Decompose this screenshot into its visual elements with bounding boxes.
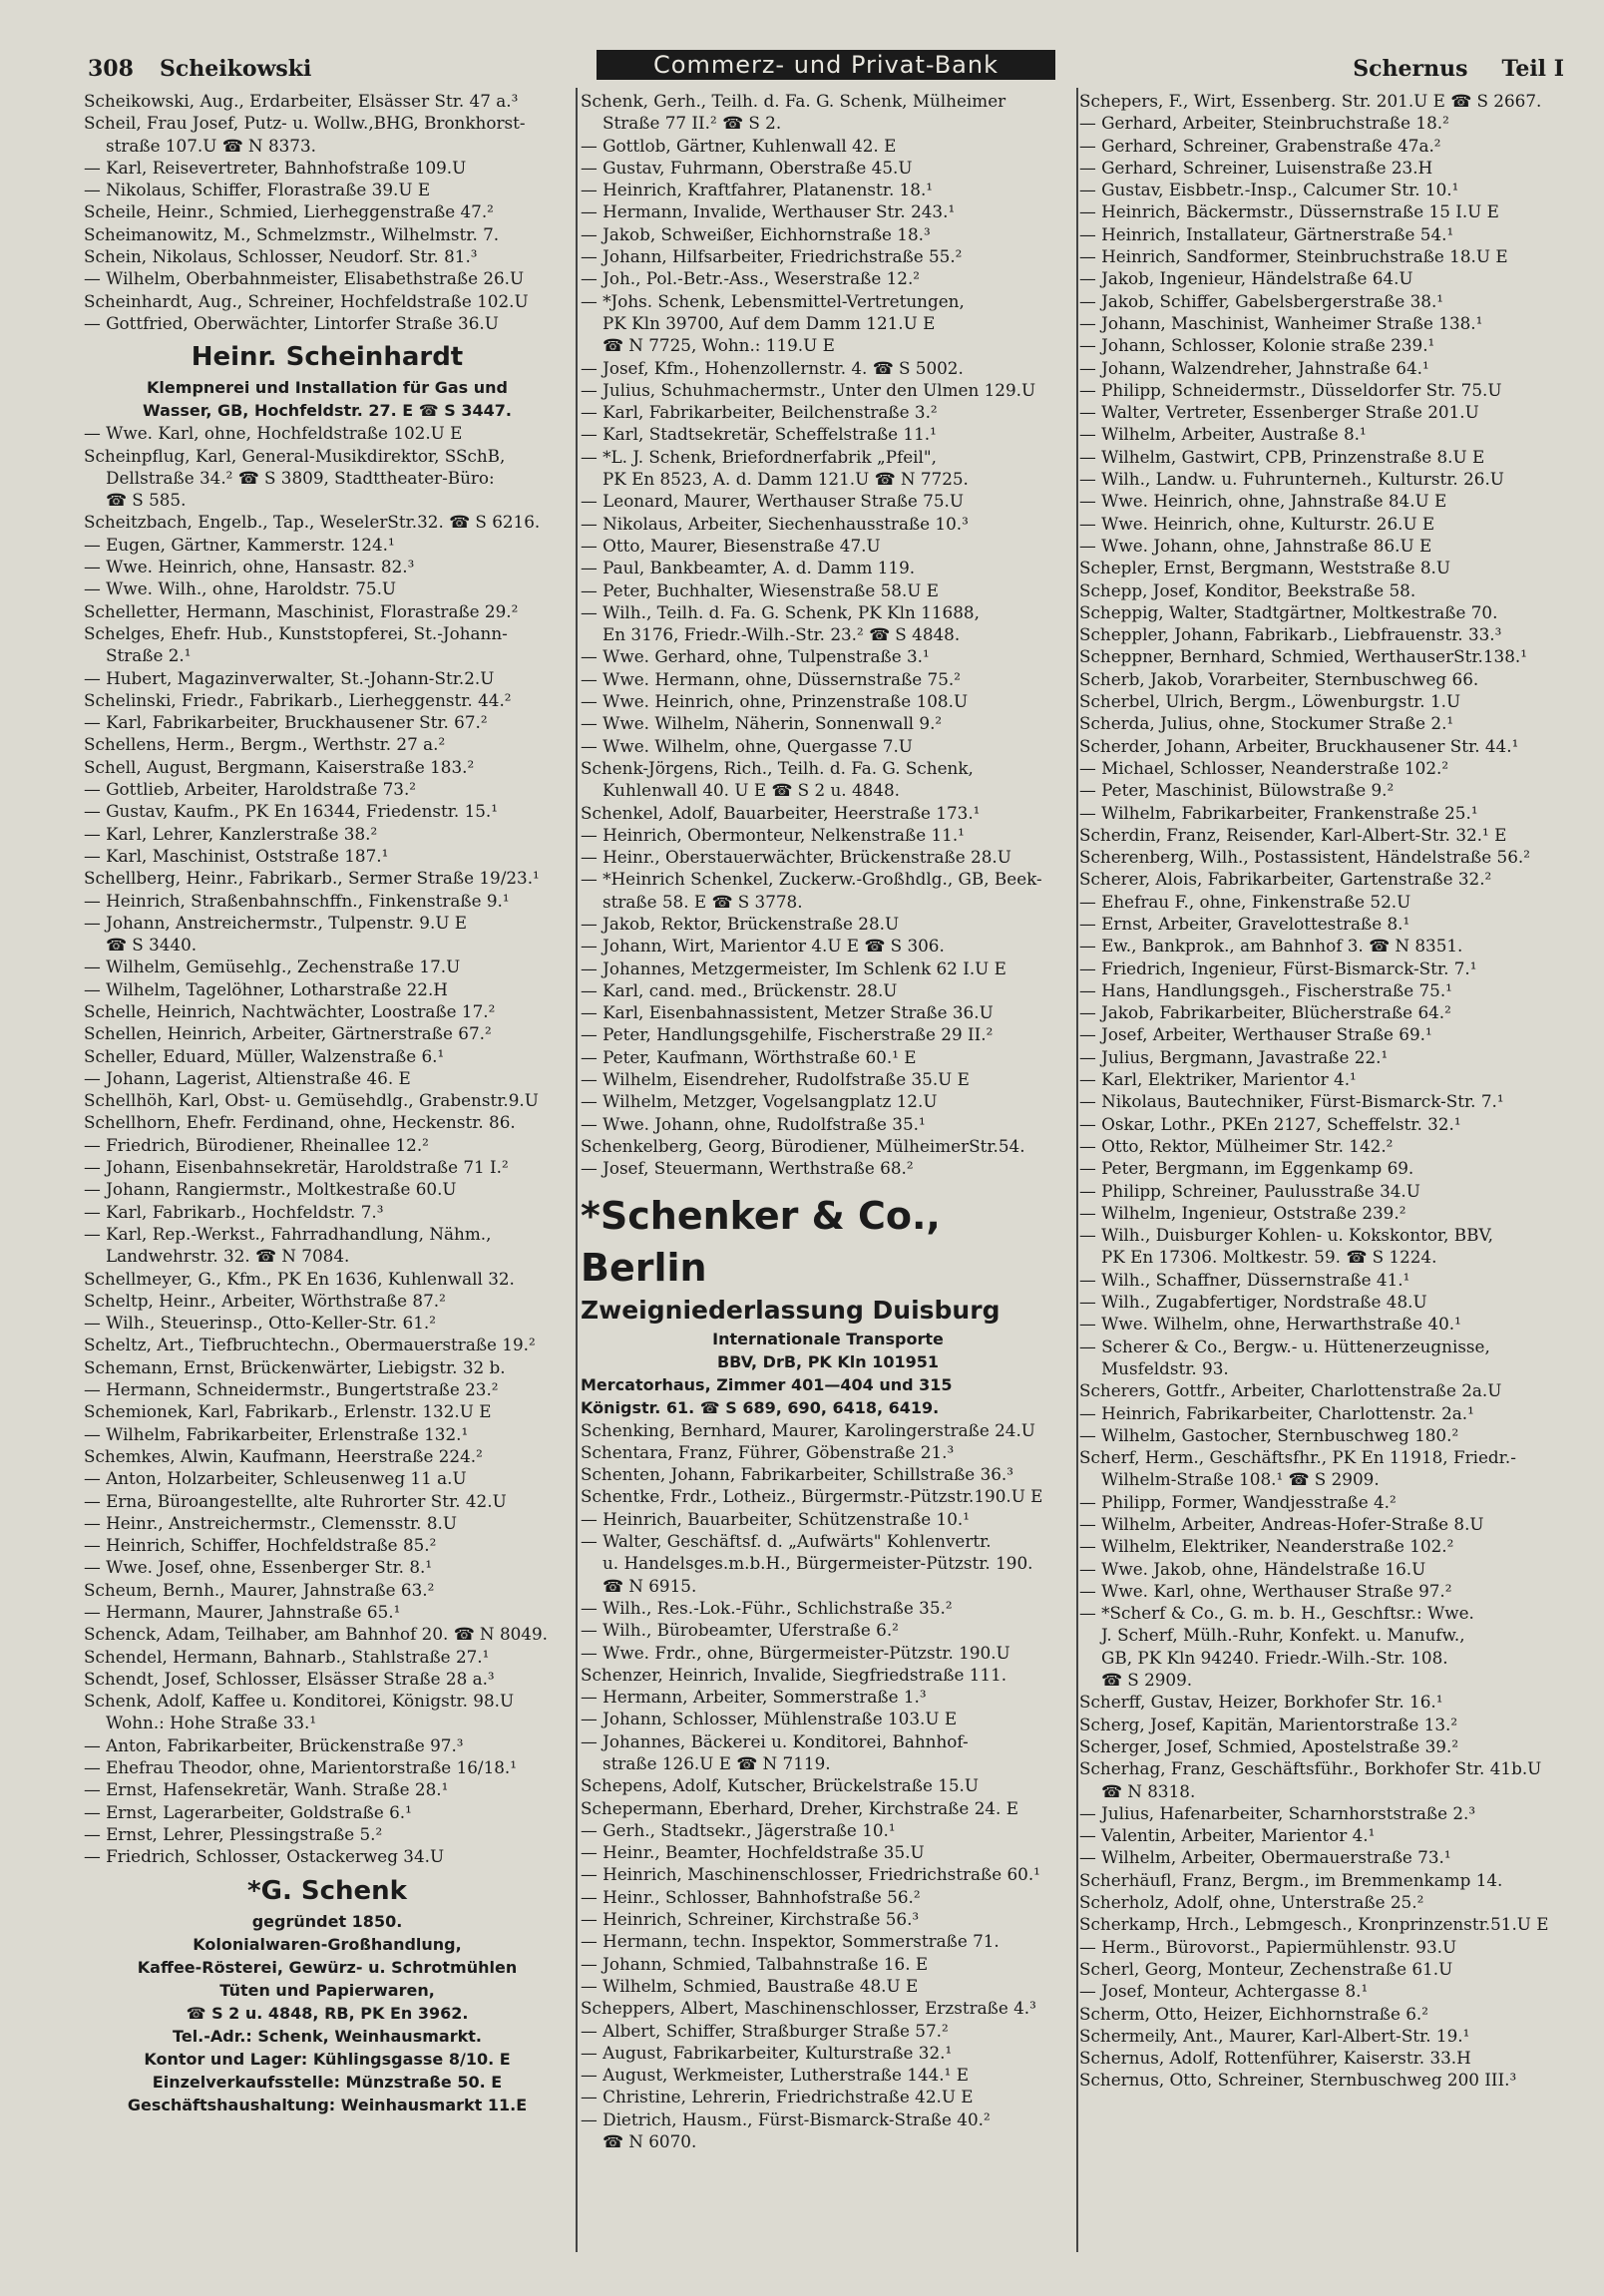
directory-entry: — Nikolaus, Bautechniker, Fürst-Bismarck-Str. 7.¹: [1079, 1091, 1504, 1112]
directory-entry: Scherm, Otto, Heizer, Eichhornstraße 6.²: [1079, 2003, 1428, 2024]
directory-entry: — Erna, Büroangestellte, alte Ruhrorter Str. 42.U: [84, 1490, 507, 1511]
directory-entry: — Karl, Reisevertreter, Bahnhofstraße 109.U: [84, 157, 467, 178]
directory-entry: Scherhag, Franz, Geschäftsführ., Borkhofer Str. 41b.U: [1079, 1758, 1542, 1779]
directory-entry: Scheimanowitz, M., Schmelzmstr., Wilhelmstr. 7.: [84, 223, 500, 244]
directory-entry: — Wilhelm, Oberbahnmeister, Elisabethstraße 26.U: [84, 268, 525, 289]
directory-entry: — Ernst, Lagerarbeiter, Goldstraße 6.¹: [84, 1801, 412, 1822]
directory-entry: — Wwe. Heinrich, ohne, Prinzenstraße 108.U: [581, 691, 969, 712]
directory-entry: — Wwe. Johann, ohne, Jahnstraße 86.U E: [1079, 535, 1432, 556]
directory-entry: — Leonard, Maurer, Werthauser Straße 75.U: [581, 491, 965, 512]
directory-entry: — Josef, Steuermann, Werthstraße 68.²: [581, 1158, 914, 1179]
directory-entry: — Jakob, Rektor, Brückenstraße 28.U: [581, 913, 900, 934]
directory-entry: Schenzer, Heinrich, Invalide, Siegfriedstraße 111.: [581, 1664, 1007, 1685]
ad-line: Königstr. 61. ☎ S 689, 690, 6418, 6419.: [581, 1397, 940, 1417]
directory-entry: — Walter, Geschäftsf. d. „Aufwärts" Kohlenvertr.: [581, 1531, 992, 1552]
directory-entry: — Heinrich, Fabrikarbeiter, Charlottenstr. 2a.¹: [1079, 1402, 1474, 1423]
directory-entry: Schernus, Otto, Schreiner, Sternbuschweg 200 III.³: [1079, 2070, 1517, 2091]
directory-entry: Schenck, Adam, Teilhaber, am Bahnhof 20. ☎ N 8049.: [84, 1624, 548, 1645]
directory-entry: — Wwe. Heinrich, ohne, Hansastr. 82.³: [84, 557, 415, 577]
directory-entry: ☎ N 8318.: [1101, 1780, 1196, 1801]
directory-entry: — Jakob, Ingenieur, Händelstraße 64.U: [1079, 268, 1413, 289]
directory-entry: — Wwe. Gerhard, ohne, Tulpenstraße 3.¹: [581, 646, 930, 667]
directory-entry: — Jakob, Schweißer, Eichhornstraße 18.³: [581, 223, 931, 244]
directory-entry: — Wilhelm, Metzger, Vogelsangplatz 12.U: [581, 1091, 938, 1112]
directory-entry: — Heinrich, Bauarbeiter, Schützenstraße 10.¹: [581, 1508, 970, 1529]
ad-line: Einzelverkaufsstelle: Münzstraße 50. E: [152, 2072, 503, 2092]
ad-line: BBV, DrB, PK Kln 101951: [716, 1351, 940, 1371]
directory-entry: Musfeldstr. 93.: [1101, 1357, 1229, 1378]
directory-entry: Straße 77 II.² ☎ S 2.: [602, 113, 782, 134]
directory-entry: — August, Fabrikarbeiter, Kulturstraße 32.¹: [581, 2042, 953, 2063]
directory-entry: — Wwe. Heinrich, ohne, Jahnstraße 84.U E: [1079, 491, 1447, 512]
directory-entry: Scheltz, Art., Tiefbruchtechn., Obermauerstraße 19.²: [84, 1335, 536, 1355]
directory-entry: straße 107.U ☎ N 8373.: [106, 135, 316, 156]
directory-entry: Schentke, Frdr., Lotheiz., Bürgermstr.-Pützstr.190.U E: [581, 1486, 1043, 1507]
directory-entry: — Wilhelm, Arbeiter, Andreas-Hofer-Straße 8.U: [1079, 1514, 1484, 1534]
directory-entry: ☎ N 7725, Wohn.: 119.U E: [602, 335, 835, 356]
ad-line: Geschäftshaushaltung: Weinhausmarkt 11.E: [127, 2095, 528, 2114]
directory-entry: — Otto, Rektor, Mülheimer Str. 142.²: [1079, 1135, 1394, 1156]
directory-entry: Schenkel, Adolf, Bauarbeiter, Heerstraße 173.¹: [581, 802, 981, 823]
directory-entry: Scherff, Gustav, Heizer, Borkhofer Str. 16.¹: [1079, 1692, 1443, 1713]
directory-entry: ☎ N 6915.: [602, 1575, 697, 1596]
column-divider: [1076, 88, 1078, 2252]
directory-entry: Schellen, Heinrich, Arbeiter, Gärtnerstraße 67.²: [84, 1023, 492, 1044]
directory-entry: Schenkelberg, Georg, Bürodiener, MülheimerStr.54.: [581, 1135, 1025, 1156]
directory-entry: Dellstraße 34.² ☎ S 3809, Stadttheater-Büro:: [106, 467, 495, 488]
directory-entry: — Wilhelm, Fabrikarbeiter, Erlenstraße 132.¹: [84, 1423, 469, 1444]
column-2: [581, 90, 1075, 2284]
page-number: 308: [88, 56, 134, 82]
directory-entry: — Gustav, Kaufm., PK En 16344, Friedenstr. 15.¹: [84, 801, 498, 822]
directory-entry: — Heinrich, Kraftfahrer, Platanenstr. 18.¹: [581, 180, 934, 200]
directory-entry: — Wilhelm, Elektriker, Neanderstraße 102.²: [1079, 1536, 1454, 1557]
directory-entry: Schernus, Adolf, Rottenführer, Kaiserstr. 33.H: [1079, 2048, 1471, 2069]
directory-entry: — Gustav, Fuhrmann, Oberstraße 45.U: [581, 157, 913, 178]
directory-entry: — *Scherf & Co., G. m. b. H., Geschftsr.: Wwe.: [1079, 1603, 1474, 1624]
directory-entry: u. Handelsges.m.b.H., Bürgermeister-Pützstr. 190.: [602, 1553, 1033, 1574]
directory-entry: — Gottlob, Gärtner, Kuhlenwall 42. E: [581, 135, 897, 156]
directory-entry: — Johann, Eisenbahnsekretär, Haroldstraße 71 I.²: [84, 1157, 509, 1178]
directory-entry: Scheikowski, Aug., Erdarbeiter, Elsässer Str. 47 a.³: [84, 91, 519, 111]
directory-entry: Scheum, Bernh., Maurer, Jahnstraße 63.²: [84, 1579, 435, 1600]
directory-entry: — Anton, Holzarbeiter, Schleusenweg 11 a.U: [84, 1468, 467, 1489]
ad-line: Kontor und Lager: Kühlingsgasse 8/10. E: [144, 2049, 511, 2069]
directory-entry: Scherder, Johann, Arbeiter, Bruckhausener Str. 44.¹: [1079, 735, 1519, 756]
directory-entry: — Ernst, Lehrer, Plessingstraße 5.²: [84, 1823, 383, 1844]
directory-entry: — Wilhelm, Gemüsehlg., Zechenstraße 17.U: [84, 957, 461, 977]
directory-entry: Schemann, Ernst, Brückenwärter, Liebigstr. 32 b.: [84, 1356, 506, 1377]
ad-line: Tel.-Adr.: Schenk, Weinhausmarkt.: [173, 2026, 482, 2046]
directory-entry: ☎ S 3440.: [106, 935, 198, 956]
directory-entry: — Dietrich, Hausm., Fürst-Bismarck-Straße 40.²: [581, 2108, 991, 2129]
directory-entry: Scherb, Jakob, Vorarbeiter, Sternbuschweg 66.: [1079, 668, 1479, 689]
directory-entry: PK En 8523, A. d. Damm 121.U ☎ N 7725.: [602, 469, 969, 490]
directory-entry: — Hermann, Schneidermstr., Bungertstraße 23.²: [84, 1379, 499, 1400]
directory-entry: — Johann, Walzendreher, Jahnstraße 64.¹: [1079, 357, 1429, 378]
directory-entry: — Gerh., Stadtsekr., Jägerstraße 10.¹: [581, 1819, 896, 1840]
directory-entry: — Wwe. Wilhelm, ohne, Quergasse 7.U: [581, 735, 913, 756]
directory-entry: ☎ S 2909.: [1101, 1670, 1193, 1691]
directory-entry: — Hermann, Maurer, Jahnstraße 65.¹: [84, 1602, 401, 1622]
directory-entry: — Nikolaus, Arbeiter, Siechenhausstraße 10.³: [581, 513, 969, 534]
directory-entry: Kuhlenwall 40. U E ☎ S 2 u. 4848.: [602, 780, 901, 801]
directory-entry: — Josef, Kfm., Hohenzollernstr. 4. ☎ S 5002.: [581, 357, 964, 378]
directory-entry: — Gustav, Eisbbetr.-Insp., Calcumer Str. 10.¹: [1079, 180, 1459, 200]
directory-entry: straße 58. E ☎ S 3778.: [602, 891, 803, 912]
directory-entry: — Wilhelm, Gastocher, Sternbuschweg 180.²: [1079, 1424, 1459, 1445]
directory-entry: — August, Werkmeister, Lutherstraße 144.¹ E: [581, 2065, 969, 2086]
directory-entry: — Karl, Maschinist, Oststraße 187.¹: [84, 845, 389, 866]
directory-entry: — Wilhelm, Eisendreher, Rudolfstraße 35.U E: [581, 1069, 970, 1090]
directory-entry: — Wilhelm, Ingenieur, Oststraße 239.²: [1079, 1202, 1406, 1223]
directory-entry: — Peter, Handlungsgehilfe, Fischerstraße 29 II.²: [581, 1024, 994, 1045]
directory-entry: — Walter, Vertreter, Essenberger Straße 201.U: [1079, 402, 1479, 423]
directory-entry: — Herm., Bürovorst., Papiermühlenstr. 93.U: [1079, 1936, 1457, 1957]
directory-entry: Schenten, Johann, Fabrikarbeiter, Schillstraße 36.³: [581, 1464, 1013, 1485]
directory-entry: — Heinrich, Schiffer, Hochfeldstraße 85.²: [84, 1535, 437, 1556]
directory-entry: Schentara, Franz, Führer, Göbenstraße 21.³: [581, 1441, 955, 1462]
directory-entry: — Johann, Schlosser, Kolonie straße 239.¹: [1079, 335, 1435, 356]
directory-entry: Scheinpflug, Karl, General-Musikdirektor, SSchB,: [84, 445, 506, 466]
directory-entry: — Heinr., Beamter, Hochfeldstraße 35.U: [581, 1842, 925, 1863]
bank-banner: Commerz- und Privat-Bank: [597, 50, 1055, 80]
directory-entry: — Wilhelm, Arbeiter, Austraße 8.¹: [1079, 424, 1367, 445]
directory-entry: Wilhelm-Straße 108.¹ ☎ S 2909.: [1101, 1469, 1380, 1490]
ad-line: Kolonialwaren-Großhandlung,: [193, 1934, 462, 1954]
directory-entry: — Julius, Bergmann, Javastraße 22.¹: [1079, 1046, 1389, 1067]
directory-entry: Scherbel, Ulrich, Bergm., Löwenburgstr. 1.U: [1079, 691, 1461, 712]
directory-entry: Scherkamp, Hrch., Lebmgesch., Kronprinzenstr.51.U E: [1079, 1914, 1549, 1935]
directory-entry: — Karl, Lehrer, Kanzlerstraße 38.²: [84, 823, 378, 844]
directory-entry: — Wwe. Karl, ohne, Werthauser Straße 97.²: [1079, 1580, 1452, 1601]
directory-entry: — Peter, Kaufmann, Wörthstraße 60.¹ E: [581, 1046, 917, 1067]
directory-entry: — Johann, Schmied, Talbahnstraße 16. E: [581, 1953, 929, 1974]
directory-entry: — Philipp, Schreiner, Paulusstraße 34.U: [1079, 1180, 1420, 1201]
directory-entry: Scheppner, Bernhard, Schmied, WerthauserStr.138.¹: [1079, 646, 1527, 667]
directory-entry: — Eugen, Gärtner, Kammerstr. 124.¹: [84, 534, 395, 555]
directory-entry: — Heinrich, Schreiner, Kirchstraße 56.³: [581, 1909, 920, 1930]
directory-entry: — Friedrich, Bürodiener, Rheinallee 12.²: [84, 1134, 429, 1155]
directory-entry: — Ernst, Hafensekretär, Wanh. Straße 28.¹: [84, 1779, 449, 1800]
right-keyword: Schernus: [1353, 56, 1468, 82]
ad-headline: *Schenker & Co., Berlin: [581, 1193, 941, 1290]
ad-line: Kaffee-Rösterei, Gewürz- u. Schrotmühlen: [137, 1957, 518, 1977]
directory-entry: — Jakob, Schiffer, Gabelsbergerstraße 38.¹: [1079, 290, 1444, 311]
directory-entry: Schendel, Hermann, Bahnarb., Stahlstraße 27.¹: [84, 1646, 490, 1667]
directory-entry: — Karl, cand. med., Brückenstr. 28.U: [581, 979, 898, 1000]
directory-entry: — Hermann, Invalide, Werthauser Str. 243.¹: [581, 201, 956, 222]
directory-entry: Scheppig, Walter, Stadtgärtner, Moltkestraße 70.: [1079, 601, 1498, 622]
directory-entry: Schermeily, Ant., Maurer, Karl-Albert-Str. 19.¹: [1079, 2025, 1470, 2046]
ad-title: Heinr. Scheinhardt: [191, 342, 464, 373]
directory-entry: — Johann, Maschinist, Wanheimer Straße 138.¹: [1079, 312, 1483, 333]
directory-entry: — Wwe. Josef, ohne, Essenberger Str. 8.¹: [84, 1557, 433, 1578]
directory-entry: Scheil, Frau Josef, Putz- u. Wollw.,BHG, Bronkhorst-: [84, 113, 526, 134]
directory-entry: — Karl, Fabrikarbeiter, Beilchenstraße 3.²: [581, 402, 938, 423]
ad-line: ☎ S 2 u. 4848, RB, PK En 3962.: [186, 2003, 469, 2023]
column-divider: [576, 88, 578, 2252]
directory-entry: — Wilh., Res.-Lok.-Führ., Schlichstraße 35.²: [581, 1597, 953, 1618]
ad-line: Tüten und Papierwaren,: [219, 1980, 435, 2000]
directory-entry: Schellens, Herm., Bergm., Werthstr. 27 a.²: [84, 734, 446, 755]
directory-entry: Scherer, Alois, Fabrikarbeiter, Gartenstraße 32.²: [1079, 869, 1492, 890]
directory-entry: Scheile, Heinr., Schmied, Lierheggenstraße 47.²: [84, 201, 494, 222]
directory-entry: — Johann, Hilfsarbeiter, Friedrichstraße 55.²: [581, 246, 963, 267]
directory-entry: — Gottfried, Oberwächter, Lintorfer Straße 36.U: [84, 312, 499, 333]
directory-entry: — Wilhelm, Gastwirt, CPB, Prinzenstraße 8.U E: [1079, 446, 1485, 467]
directory-entry: Schepp, Josef, Konditor, Beekstraße 58.: [1079, 579, 1416, 600]
directory-entry: Schepermann, Eberhard, Dreher, Kirchstraße 24. E: [581, 1797, 1018, 1818]
directory-entry: — Wwe. Karl, ohne, Hochfeldstraße 102.U E: [84, 423, 463, 444]
directory-entry: — Wwe. Wilhelm, ohne, Herwarthstraße 40.¹: [1079, 1314, 1461, 1335]
directory-entry: Scherhäufl, Franz, Bergm., im Bremmenkamp 14.: [1079, 1869, 1503, 1890]
ad-line: Klempnerei und Installation für Gas und: [147, 378, 508, 398]
directory-entry: — Karl, Rep.-Werkst., Fahrradhandlung, Nähm.,: [84, 1223, 492, 1244]
directory-entry: — Ehefrau Theodor, ohne, Marientorstraße 16/18.¹: [84, 1757, 517, 1778]
directory-entry: Scherl, Georg, Monteur, Zechenstraße 61.U: [1079, 1958, 1453, 1979]
directory-entry: — Johannes, Metzgermeister, Im Schlenk 62 I.U E: [581, 957, 1006, 978]
directory-entry: — Peter, Maschinist, Bülowstraße 9.²: [1079, 780, 1395, 801]
directory-entry: — Friedrich, Schlosser, Ostackerweg 34.U: [84, 1846, 445, 1867]
directory-entry: — Philipp, Schneidermstr., Düsseldorfer Str. 75.U: [1079, 379, 1502, 400]
directory-entry: — Wwe. Wilh., ohne, Haroldstr. 75.U: [84, 578, 397, 599]
ad-line: Internationale Transporte: [712, 1329, 944, 1348]
directory-entry: Scherg, Josef, Kapitän, Marientorstraße 13.²: [1079, 1714, 1458, 1734]
directory-entry: — Wilh., Schaffner, Düssernstraße 41.¹: [1079, 1269, 1410, 1290]
directory-entry: — Gerhard, Arbeiter, Steinbruchstraße 18.²: [1079, 113, 1449, 134]
directory-entry: — Wilh., Teilh. d. Fa. G. Schenk, PK Kln 11688,: [581, 601, 980, 622]
directory-entry: — Gottlieb, Arbeiter, Haroldstraße 73.²: [84, 779, 417, 800]
directory-entry: — Wilh., Duisburger Kohlen- u. Kokskontor, BBV,: [1079, 1225, 1493, 1246]
directory-entry: — Johann, Lagerist, Altienstraße 46. E: [84, 1067, 411, 1088]
directory-entry: — Anton, Fabrikarbeiter, Brückenstraße 97.³: [84, 1734, 464, 1755]
ad-subheadline: Zweigniederlassung Duisburg: [581, 1295, 1001, 1325]
directory-entry: — Wwe. Johann, ohne, Rudolfstraße 35.¹: [581, 1113, 926, 1134]
directory-entry: — Wwe. Frdr., ohne, Bürgermeister-Pützstr. 190.U: [581, 1642, 1010, 1663]
directory-entry: — Johann, Rangiermstr., Moltkestraße 60.U: [84, 1179, 457, 1200]
directory-entry: — Wilhelm, Fabrikarbeiter, Frankenstraße 25.¹: [1079, 802, 1478, 823]
directory-entry: Schellmeyer, G., Kfm., PK En 1636, Kuhlenwall 32.: [84, 1268, 515, 1289]
directory-entry: Landwehrstr. 32. ☎ N 7084.: [106, 1246, 350, 1267]
directory-entry: — Johannes, Bäckerei u. Konditorei, Bahnhof-: [581, 1730, 969, 1751]
directory-entry: — Ehefrau F., ohne, Finkenstraße 52.U: [1079, 891, 1411, 912]
directory-entry: Schenking, Bernhard, Maurer, Karolingerstraße 24.U: [581, 1419, 1035, 1440]
directory-entry: — Wilh., Landw. u. Fuhrunterneh., Kulturstr. 26.U: [1079, 469, 1504, 490]
directory-entry: ☎ N 6070.: [602, 2131, 697, 2152]
directory-entry: J. Scherf, Mülh.-Ruhr, Konfekt. u. Manufw.,: [1101, 1625, 1465, 1646]
directory-entry: — Peter, Buchhalter, Wiesenstraße 58.U E: [581, 579, 940, 600]
directory-entry: — Paul, Bankbeamter, A. d. Damm 119.: [581, 558, 916, 578]
left-keyword: Scheikowski: [159, 56, 312, 82]
directory-entry: En 3176, Friedr.-Wilh.-Str. 23.² ☎ S 4848.: [602, 624, 961, 645]
directory-entry: Scheinhardt, Aug., Schreiner, Hochfeldstraße 102.U: [84, 290, 529, 311]
directory-entry: — Wilhelm, Arbeiter, Obermauerstraße 73.¹: [1079, 1847, 1451, 1868]
directory-entry: Straße 2.¹: [106, 645, 192, 666]
directory-entry: Scherdin, Franz, Reisender, Karl-Albert-Str. 32.¹ E: [1079, 824, 1507, 845]
directory-entry: Scheppers, Albert, Maschinenschlosser, Erzstraße 4.³: [581, 1998, 1036, 2019]
directory-entry: Schenk, Gerh., Teilh. d. Fa. G. Schenk, Mülheimer: [581, 91, 1006, 111]
directory-entry: Scheppler, Johann, Fabrikarb., Liebfrauenstr. 33.³: [1079, 624, 1502, 645]
directory-entry: — Heinrich, Straßenbahnschffn., Finkenstraße 9.¹: [84, 890, 510, 911]
directory-entry: — Heinrich, Obermonteur, Nelkenstraße 11.¹: [581, 824, 965, 845]
directory-entry: GB, PK Kln 94240. Friedr.-Wilh.-Str. 108.: [1101, 1647, 1448, 1668]
directory-entry: Scheltp, Heinr., Arbeiter, Wörthstraße 87.²: [84, 1290, 446, 1311]
directory-entry: — Karl, Eisenbahnassistent, Metzer Straße 36.U: [581, 1002, 994, 1023]
ad-title: *G. Schenk: [247, 1875, 407, 1906]
directory-entry: — Heinrich, Installateur, Gärtnerstraße 54.¹: [1079, 223, 1454, 244]
directory-entry: — Oskar, Lothr., PKEn 2127, Scheffelstr. 32.¹: [1079, 1113, 1461, 1134]
header-left: [88, 56, 337, 82]
directory-entry: — Joh., Pol.-Betr.-Ass., Weserstraße 12.²: [581, 268, 921, 289]
directory-entry: Schelges, Ehefr. Hub., Kunststopferei, St.-Johann-: [84, 622, 508, 643]
directory-entry: — Hans, Handlungsgeh., Fischerstraße 75.¹: [1079, 979, 1452, 1000]
directory-entry: — Josef, Monteur, Achtergasse 8.¹: [1079, 1981, 1369, 2002]
directory-entry: Schellberg, Heinr., Fabrikarb., Sermer Straße 19/23.¹: [84, 868, 540, 889]
directory-entry: Schendt, Josef, Schlosser, Elsässer Straße 28 a.³: [84, 1668, 495, 1689]
directory-entry: — Albert, Schiffer, Straßburger Straße 57.²: [581, 2020, 949, 2041]
directory-entry: — Heinr., Oberstauerwächter, Brückenstraße 28.U: [581, 847, 1011, 868]
directory-entry: — Heinrich, Maschinenschlosser, Friedrichstraße 60.¹: [581, 1864, 1040, 1885]
directory-entry: Scherger, Josef, Schmied, Apostelstraße 39.²: [1079, 1735, 1459, 1756]
directory-entry: — Scherer & Co., Bergw.- u. Hüttenerzeugnisse,: [1079, 1336, 1490, 1356]
directory-entry: Schell, August, Bergmann, Kaiserstraße 183.²: [84, 756, 475, 777]
directory-entry: Schenk-Jörgens, Rich., Teilh. d. Fa. G. Schenk,: [581, 757, 974, 778]
directory-entry: Scherholz, Adolf, ohne, Unterstraße 25.²: [1079, 1892, 1424, 1913]
directory-entry: — Johann, Schlosser, Mühlenstraße 103.U E: [581, 1709, 958, 1729]
directory-entry: Schelinski, Friedr., Fabrikarb., Lierheggenstr. 44.²: [84, 689, 512, 710]
directory-entry: — Wilh., Bürobeamter, Uferstraße 6.²: [581, 1620, 899, 1641]
directory-entry: — *L. J. Schenk, Briefordnerfabrik „Pfeil",: [581, 446, 937, 467]
directory-entry: Scheitzbach, Engelb., Tap., WeselerStr.32. ☎ S 6216.: [84, 512, 541, 533]
directory-entry: — Peter, Bergmann, im Eggenkamp 69.: [1079, 1158, 1414, 1179]
directory-entry: — Wilh., Zugabfertiger, Nordstraße 48.U: [1079, 1292, 1427, 1313]
directory-entry: — Wilhelm, Schmied, Baustraße 48.U E: [581, 1975, 919, 1996]
directory-entry: Schepers, F., Wirt, Essenberg. Str. 201.U E ☎ S 2667.: [1079, 91, 1542, 111]
directory-entry: Schepler, Ernst, Bergmann, Weststraße 8.U: [1079, 558, 1451, 578]
directory-entry: ☎ S 585.: [106, 490, 187, 511]
directory-entry: — Philipp, Former, Wandjesstraße 4.²: [1079, 1491, 1397, 1512]
directory-entry: — Christine, Lehrerin, Friedrichstraße 42.U E: [581, 2087, 974, 2107]
column-1: [84, 90, 571, 2284]
directory-entry: — Nikolaus, Schiffer, Florastraße 39.U E: [84, 180, 431, 200]
directory-entry: — Hermann, techn. Inspektor, Sommerstraße 71.: [581, 1931, 1000, 1952]
directory-entry: — Friedrich, Ingenieur, Fürst-Bismarck-Str. 7.¹: [1079, 957, 1477, 978]
directory-entry: Schepens, Adolf, Kutscher, Brückelstraße 15.U: [581, 1775, 980, 1796]
directory-entry: — *Johs. Schenk, Lebensmittel-Vertretungen,: [581, 290, 965, 311]
directory-entry: — Wwe. Wilhelm, Näherin, Sonnenwall 9.²: [581, 713, 943, 734]
directory-entry: Schemionek, Karl, Fabrikarb., Erlenstr. 132.U E: [84, 1401, 492, 1422]
ad-line: Wasser, GB, Hochfeldstr. 27. E ☎ S 3447.: [143, 401, 512, 421]
directory-entry: — Wilh., Steuerinsp., Otto-Keller-Str. 61.²: [84, 1313, 436, 1334]
directory-entry: Schellhöh, Karl, Obst- u. Gemüsehdlg., Grabenstr.9.U: [84, 1090, 539, 1111]
ad-line: gegründet 1850.: [251, 1911, 403, 1931]
directory-entry: straße 126.U E ☎ N 7119.: [602, 1753, 831, 1773]
directory-entry: — Karl, Fabrikarbeiter, Bruckhausener Str. 67.²: [84, 712, 488, 733]
directory-entry: Scherda, Julius, ohne, Stockumer Straße 2.¹: [1079, 713, 1454, 734]
directory-entry: Scherenberg, Wilh., Postassistent, Händelstraße 56.²: [1079, 847, 1530, 868]
directory-entry: — Karl, Elektriker, Marientor 4.¹: [1079, 1069, 1357, 1090]
directory-entry: Wohn.: Hohe Straße 33.¹: [106, 1713, 317, 1733]
directory-entry: — Ew., Bankprok., am Bahnhof 3. ☎ N 8351.: [1079, 936, 1463, 957]
directory-entry: — Heinrich, Bäckermstr., Düssernstraße 15 I.U E: [1079, 201, 1499, 222]
directory-entry: — Johann, Anstreichermstr., Tulpenstr. 9.U E: [84, 912, 468, 933]
directory-entry: — Hubert, Magazinverwalter, St.-Johann-Str.2.U: [84, 667, 495, 688]
directory-entry: — Wwe. Hermann, ohne, Düssernstraße 75.²: [581, 668, 961, 689]
page-header: [88, 50, 1564, 90]
header-right: [1319, 56, 1564, 82]
directory-entry: — Heinrich, Sandformer, Steinbruchstraße 18.U E: [1079, 246, 1508, 267]
directory-entry: — Otto, Maurer, Biesenstraße 47.U: [581, 535, 881, 556]
directory-entry: Schemkes, Alwin, Kaufmann, Heerstraße 224.²: [84, 1445, 483, 1466]
directory-entry: PK Kln 39700, Auf dem Damm 121.U E: [602, 312, 936, 333]
directory-entry: — Julius, Schuhmachermstr., Unter den Ulmen 129.U: [581, 379, 1036, 400]
directory-entry: — Wwe. Jakob, ohne, Händelstraße 16.U: [1079, 1558, 1426, 1579]
column-3: [1079, 90, 1574, 2284]
ad-line: Mercatorhaus, Zimmer 401—404 und 315: [581, 1374, 953, 1394]
directory-entry: — Valentin, Arbeiter, Marientor 4.¹: [1079, 1825, 1376, 1846]
directory-entry: — Karl, Stadtsekretär, Scheffelstraße 11.¹: [581, 424, 937, 445]
directory-entry: — *Heinrich Schenkel, Zuckerw.-Großhdlg., GB, Beek-: [581, 869, 1042, 890]
directory-entry: Schenk, Adolf, Kaffee u. Konditorei, Königstr. 98.U: [84, 1691, 515, 1712]
directory-entry: — Michael, Schlosser, Neanderstraße 102.²: [1079, 757, 1449, 778]
directory-entry: — Wwe. Heinrich, ohne, Kulturstr. 26.U E: [1079, 513, 1435, 534]
directory-entry: — Gerhard, Schreiner, Grabenstraße 47a.²: [1079, 135, 1441, 156]
directory-entry: — Jakob, Fabrikarbeiter, Blücherstraße 64.²: [1079, 1002, 1451, 1023]
directory-entry: Schein, Nikolaus, Schlosser, Neudorf. Str. 81.³: [84, 246, 478, 267]
directory-entry: Schelletter, Hermann, Maschinist, Florastraße 29.²: [84, 600, 519, 621]
directory-entry: — Karl, Fabrikarb., Hochfeldstr. 7.³: [84, 1201, 384, 1222]
directory-entry: — Heinr., Anstreichermstr., Clemensstr. 8.U: [84, 1512, 458, 1533]
directory-entry: Scherf, Herm., Geschäftsfhr., PK En 11918, Friedr.-: [1079, 1447, 1516, 1468]
directory-entry: — Ernst, Arbeiter, Gravelottestraße 8.¹: [1079, 913, 1410, 934]
directory-entry: Schellhorn, Ehefr. Ferdinand, ohne, Heckenstr. 86.: [84, 1112, 516, 1133]
section-label: Teil I: [1501, 56, 1564, 82]
directory-entry: — Wilhelm, Tagelöhner, Lotharstraße 22.H: [84, 978, 448, 999]
directory-entry: PK En 17306. Moltkestr. 59. ☎ S 1224.: [1101, 1247, 1437, 1268]
directory-entry: — Josef, Arbeiter, Werthauser Straße 69.¹: [1079, 1024, 1432, 1045]
directory-entry: — Hermann, Arbeiter, Sommerstraße 1.³: [581, 1687, 927, 1708]
directory-entry: — Gerhard, Schreiner, Luisenstraße 23.H: [1079, 157, 1433, 178]
directory-entry: Scheller, Eduard, Müller, Walzenstraße 6.¹: [84, 1045, 445, 1066]
directory-entry: Schelle, Heinrich, Nachtwächter, Loostraße 17.²: [84, 1000, 496, 1021]
directory-entry: Scherers, Gottfr., Arbeiter, Charlottenstraße 2a.U: [1079, 1380, 1502, 1401]
directory-entry: — Julius, Hafenarbeiter, Scharnhorststraße 2.³: [1079, 1802, 1476, 1823]
directory-entry: — Johann, Wirt, Marientor 4.U E ☎ S 306.: [581, 936, 945, 957]
directory-entry: — Heinr., Schlosser, Bahnhofstraße 56.²: [581, 1886, 921, 1907]
